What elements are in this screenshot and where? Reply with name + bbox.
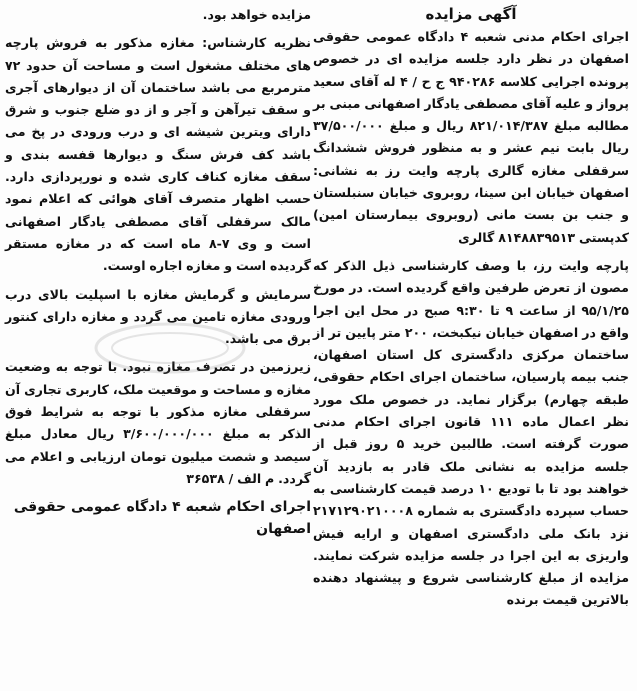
notice-paragraph: مزایده خواهد بود.	[202, 7, 311, 22]
notice-signature: اجرای احکام شعبه ۴ دادگاه عمومی حقوقی اصفهان	[13, 499, 311, 538]
notice-paragraph: زیرزمین در تصرف مغازه نبود. با توجه به وضعیت مغازه و مساحت و موقعیت ملک، کاربری تجاری آن سرقفلی مغازه مذکور با توجه به شرایط فوق الذکر به مبلغ ۳/۶۰۰/۰۰۰/۰۰۰ ریال معادل مبلغ سیصد و شصت میلیون تومان ارزیابی و اعلام می گردد. م الف / ۳۶۵۳۸	[5, 359, 311, 486]
notice-paragraph: اجرای احکام مدنی شعبه ۴ دادگاه عمومی حقوقی اصفهان در نظر دارد جلسه مزایده ای در خصوص پرونده اجرایی کلاسه ۹۴۰۲۸۶ ج ح / ۴ له آقای سعید پرواز و علیه آقای مصطفی یادگار اصفهانی مبنی بر مطالبه مبلغ ۸۲۱/۰۱۴/۳۸۷ ریال و مبلغ ۳۷/۵۰۰/۰۰۰ ریال بابت نیم عشر و به منظور فروش ششدانگ سرقفلی مغازه گالری پارچه وایت رز به نشانی: اصفهان خیابان ابن سینا، روبروی خیابان سنبلستان و جنب بن بست مانی (روبروی بیمارستان امین) کدپستی ۸۱۴۸۸۳۹۵۱۳ گالری	[313, 29, 630, 245]
notice-title: آگهی مزایده	[425, 5, 517, 23]
notice-paragraph: سرمایش و گرمایش مغازه با اسپلیت بالای درب ورودی مغازه تامین می گردد و مغازه دارای کنتور برق می باشد.	[5, 286, 311, 347]
notice-paragraph: پارچه وایت رز، با وصف کارشناسی ذیل الذکر که مصون از تعرض طرفین واقع گردیده است. در مورخ ۹۵/۱/۲۵ از ساعت ۹ تا ۹:۳۰ صبح در محل این اجرا واقع در اصفهان خیابان نیکبخت، ۲۰۰ متر پایین تر از ساختمان مرکزی دادگستری کل استان اصفهان، جنب بیمه پارسیان، ساختمان اجرای احکام حقوقی، طبقه چهارم) برگزار نماید. در خصوص ملک مورد نظر اعمال ماده ۱۱۱ قانون اجرای احکام مدنی صورت گرفته است. طالبین خرید ۵ روز قبل از جلسه مزایده به نشانی ملک قادر به بازدید آن خواهند بود تا با تودیع ۱۰ درصد قیمت کارشناسی به حساب سپرده دادگستری به شماره ۲۱۷۱۲۹۰۲۱۰۰۰۸ نزد بانک ملی دادگستری اصفهان و ارایه فیش واریزی به این اجرا در جلسه مزایده شرکت نمایند. مزایده از مبلغ کارشناسی شروع و پیشنهاد دهنده بالاترین قیمت برنده	[313, 257, 630, 608]
expert-opinion-paragraph: نظریه کارشناس: مغازه مذکور به فروش پارچه های مختلف مشغول است و مساحت آن حدود ۷۲ مترمربع می باشد ساختمان آن از دیوارهای آجری و سقف تیرآهن و آجر و از دو ضلع جنوب و شرق دارای ویترین شیشه ای و درب ورودی در پخ می باشد کف فرش سنگ و دیوارها قفسه بندی و سقف مغازه کناف کاری شده و نورپردازی دارد. حسب اظهار متصرف آقای هوائی که اعلام نمود مالک سرقفلی آقای مصطفی یادگار اصفهانی است و وی ۷-۸ ماه است که در مغازه مستقر گردیده است و مغازه اجاره اوست.	[5, 35, 311, 274]
notice-column-right	[313, 4, 629, 612]
notice-column-left	[5, 4, 311, 540]
